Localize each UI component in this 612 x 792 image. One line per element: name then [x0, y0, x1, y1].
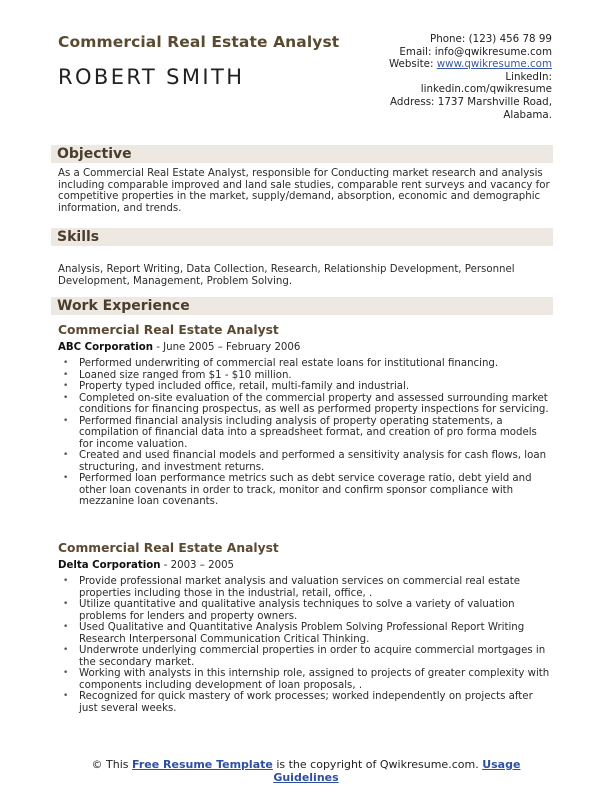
- job-2-title: Commercial Real Estate Analyst: [58, 541, 279, 555]
- footer-text: [86, 758, 526, 784]
- job-2-company-line: [58, 560, 234, 571]
- website-label: Website:: [388, 58, 437, 71]
- list-item: • Provide professional market analysis and valuation services on commercial real estate properties including those in the industrial, retail, office, .: [58, 576, 552, 599]
- objective-heading-bar: [51, 145, 553, 163]
- skills-heading-bar: [51, 228, 553, 246]
- contact-block: [362, 33, 552, 121]
- list-item: • Used Qualitative and Quantitative Analysis Problem Solving Professional Report Writing Research Interpersonal Communication Critical Thinking.: [58, 622, 552, 645]
- list-item: • Loaned size ranged from $1 - $10 million.: [58, 370, 552, 382]
- objective-text: As a Commercial Real Estate Analyst, responsible for Conducting market research and analysis including comparable improved and land sale studies, comparable rent surveys and vacancy for competitive properties in the market, supply/demand, absorption, economic and demographic information, and trends.: [58, 168, 550, 214]
- job-1-company-line: [58, 342, 300, 353]
- footer-middle: is the copyright of Qwikresume.com.: [272, 758, 483, 771]
- job-2-dates: - 2003 – 2005: [160, 560, 235, 571]
- work-heading-bar: [51, 297, 553, 315]
- job-1-title: Commercial Real Estate Analyst: [58, 323, 279, 337]
- job-1-bullets: [58, 358, 552, 508]
- list-item: • Performed underwriting of commercial real estate loans for institutional financing.: [58, 358, 552, 370]
- contact-phone: Phone: (123) 456 78 99: [429, 33, 552, 45]
- job-1-company: ABC Corporation: [58, 342, 153, 353]
- free-resume-template-link[interactable]: Free Resume Template: [132, 758, 273, 771]
- contact-website: [362, 58, 552, 71]
- list-item: • Performed loan performance metrics such as debt service coverage ratio, debt yield and other loan covenants in order to track, monitor and confirm sponsor compliance with mezzanine loan covenants.: [58, 473, 552, 508]
- job-1-dates: - June 2005 – February 2006: [152, 342, 301, 353]
- footer: [0, 758, 612, 784]
- skills-heading: Skills: [57, 229, 100, 245]
- list-item: • Property typed included office, retail, multi-family and industrial.: [58, 381, 552, 393]
- list-item: • Working with analysts in this internship role, assigned to projects of greater complexity with components including development of loan proposals, .: [58, 668, 552, 691]
- list-item: • Performed financial analysis including analysis of property operating statements, a compilation of financial data into a spreadsheet format, and creation of pro forma models for income valuation.: [58, 416, 552, 451]
- website-link[interactable]: www.qwikresume.com: [436, 58, 552, 71]
- list-item: • Utilize quantitative and qualitative analysis techniques to solve a variety of valuation problems for lenders and property owners.: [58, 599, 552, 622]
- list-item: • Recognized for quick mastery of work processes; worked independently on projects after just several weeks.: [58, 691, 552, 714]
- usage-guidelines-link[interactable]: Usage Guidelines: [273, 758, 521, 784]
- list-item: • Created and used financial models and performed a sensitivity analysis for cash flows, loan structuring, and investment returns.: [58, 450, 552, 473]
- contact-linkedin-label: LinkedIn:: [505, 70, 552, 83]
- job-title: Commercial Real Estate Analyst: [58, 33, 340, 51]
- job-2-company: Delta Corporation: [58, 560, 161, 571]
- list-item: • Underwrote underlying commercial properties in order to acquire commercial mortgages in the secondary market.: [58, 645, 552, 668]
- job-2-bullets: [58, 576, 552, 714]
- contact-linkedin-value: linkedin.com/qwikresume: [420, 83, 552, 96]
- work-heading: Work Experience: [57, 298, 190, 314]
- footer-prefix: © This: [91, 758, 133, 771]
- objective-heading: Objective: [57, 146, 132, 162]
- contact-address-line1: Address: 1737 Marshville Road,: [390, 95, 552, 108]
- candidate-name: ROBERT SMITH: [58, 65, 245, 89]
- contact-email: Email: info@qwikresume.com: [399, 45, 552, 58]
- skills-text: Analysis, Report Writing, Data Collection, Research, Relationship Development, Personnel Development, Management, Problem Solving.: [58, 264, 515, 287]
- contact-address-line2: Alabama.: [503, 108, 552, 121]
- list-item: • Completed on-site evaluation of the commercial property and assessed surrounding market conditions for financing prospectus, as well as performed property inspections for servicing.: [58, 393, 552, 416]
- resume-header: [58, 33, 552, 133]
